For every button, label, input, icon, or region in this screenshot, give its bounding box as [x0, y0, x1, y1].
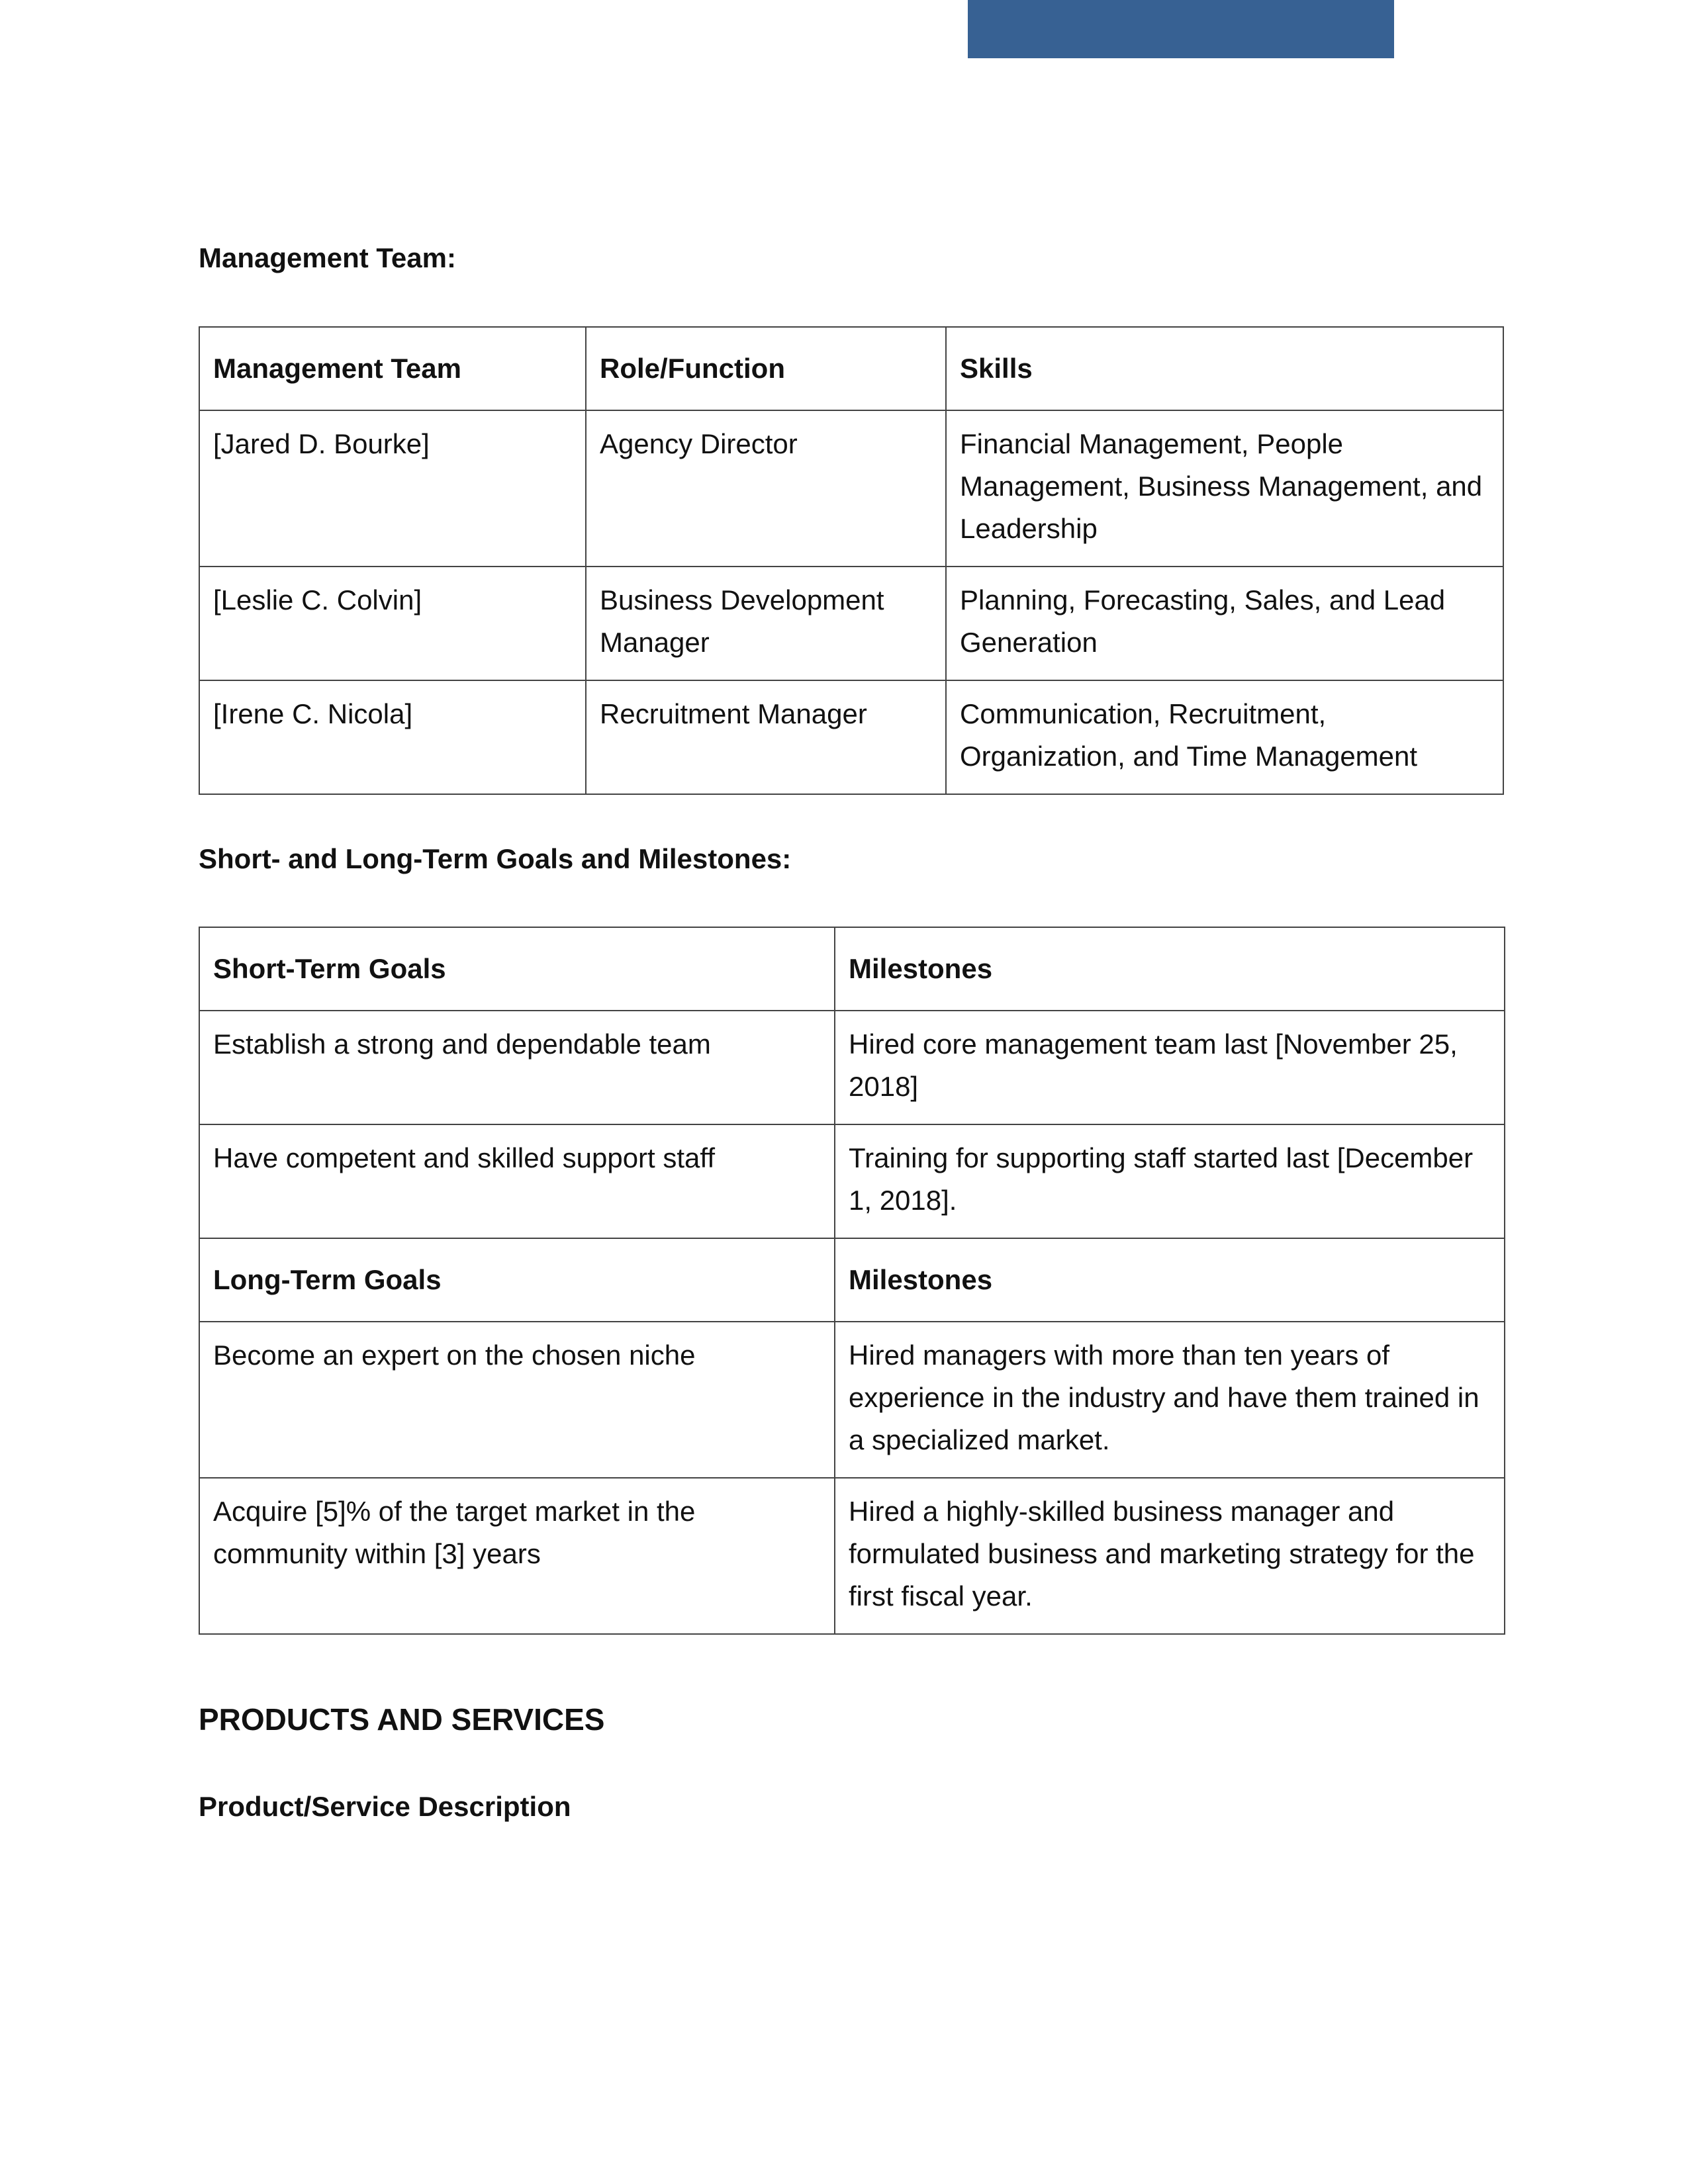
table-header-row	[199, 327, 1503, 410]
team-member-role: Business Development Manager	[586, 567, 946, 680]
management-team-table	[199, 326, 1504, 795]
goal-cell: Establish a strong and dependable team	[199, 1011, 835, 1124]
milestone-cell: Hired core management team last [November 25, 2018]	[835, 1011, 1505, 1124]
table-row	[199, 410, 1503, 567]
table-row	[199, 1322, 1505, 1478]
team-member-name: [Jared D. Bourke]	[199, 410, 586, 567]
table-row	[199, 1478, 1505, 1634]
table-header-row	[199, 1238, 1505, 1322]
team-member-role: Agency Director	[586, 410, 946, 567]
column-header: Management Team	[199, 327, 586, 410]
milestone-cell: Hired a highly-skilled business manager and formulated business and marketing strategy for the first fiscal year.	[835, 1478, 1505, 1634]
team-member-skills: Communication, Recruitment, Organization, and Time Management	[946, 680, 1503, 794]
table-row	[199, 1011, 1505, 1124]
team-member-name: [Leslie C. Colvin]	[199, 567, 586, 680]
team-member-skills: Financial Management, People Management, Business Management, and Leadership	[946, 410, 1503, 567]
team-member-role: Recruitment Manager	[586, 680, 946, 794]
header-accent-bar	[968, 0, 1394, 58]
column-header: Skills	[946, 327, 1503, 410]
table-row	[199, 680, 1503, 794]
products-services-heading: PRODUCTS AND SERVICES	[199, 1702, 605, 1737]
column-header: Long-Term Goals	[199, 1238, 835, 1322]
table-header-row	[199, 927, 1505, 1011]
goal-cell: Have competent and skilled support staff	[199, 1124, 835, 1238]
table-row	[199, 1124, 1505, 1238]
goals-heading: Short- and Long-Term Goals and Milestones:	[199, 843, 792, 874]
goals-table	[199, 927, 1505, 1635]
milestone-cell: Training for supporting staff started last [December 1, 2018].	[835, 1124, 1505, 1238]
table-row	[199, 567, 1503, 680]
milestone-cell: Hired managers with more than ten years of experience in the industry and have them trained in a specialized market.	[835, 1322, 1505, 1478]
column-header: Milestones	[835, 1238, 1505, 1322]
team-member-name: [Irene C. Nicola]	[199, 680, 586, 794]
goal-cell: Become an expert on the chosen niche	[199, 1322, 835, 1478]
goal-cell: Acquire [5]% of the target market in the community within [3] years	[199, 1478, 835, 1634]
product-description-heading: Product/Service Description	[199, 1791, 571, 1822]
column-header: Milestones	[835, 927, 1505, 1011]
team-member-skills: Planning, Forecasting, Sales, and Lead Generation	[946, 567, 1503, 680]
management-team-heading: Management Team:	[199, 242, 456, 273]
column-header: Short-Term Goals	[199, 927, 835, 1011]
column-header: Role/Function	[586, 327, 946, 410]
